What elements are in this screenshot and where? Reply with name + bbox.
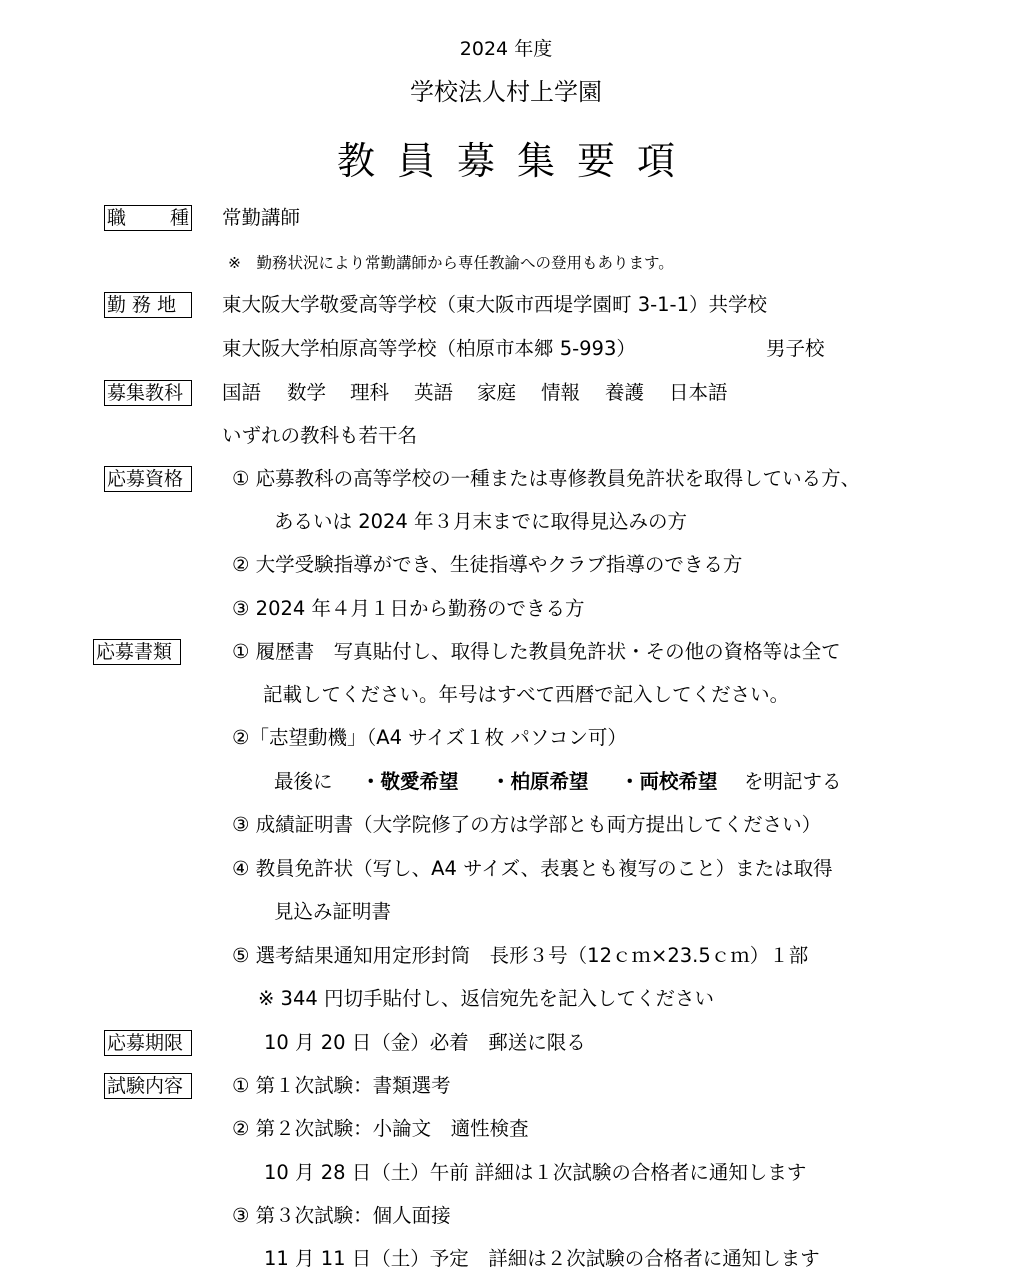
exam-stage-3-detail: 11 月 11 日（土）予定 詳細は２次試験の合格者に通知します — [264, 1247, 820, 1270]
workplace-school-1: 東大阪大学敬愛高等学校（東大阪市西堤学園町 3-1-1）共学校 — [222, 293, 767, 316]
exam-stage-2-detail: 10 月 28 日（土）午前 詳細は１次試験の合格者に通知します — [264, 1161, 807, 1184]
document-5-note: ※ 344 円切手貼付し、返信宛先を記入してください — [258, 987, 714, 1010]
subject-item: 数学 — [287, 381, 327, 404]
document-5: ⑤ 選考結果通知用定形封筒 長形３号（12ｃｍ×23.5ｃｍ）１部 — [232, 944, 809, 967]
subjects-note: いずれの教科も若干名 — [222, 424, 418, 447]
qualification-3: ③ 2024 年４月１日から勤務のできる方 — [232, 597, 585, 620]
label-qualifications: 応募資格 — [104, 466, 192, 492]
document-4-cont: 見込み証明書 — [274, 900, 392, 923]
exam-stage-3: ③ 第３次試験：個人面接 — [232, 1204, 451, 1227]
job-type-note: ※ 勤務状況により常勤講師から専任教諭への登用もあります。 — [228, 254, 674, 272]
label-deadline: 応募期限 — [104, 1030, 192, 1056]
document-1: ① 履歴書 写真貼付し、取得した教員免許状・その他の資格等は全て — [232, 640, 841, 663]
exam-stage-2: ② 第２次試験：小論文 適性検査 — [232, 1117, 529, 1140]
subject-item: 日本語 — [669, 381, 728, 404]
qualification-1: ① 応募教科の高等学校の一種または専修教員免許状を取得している方、 — [232, 467, 861, 490]
document-2-prefix: 最後に — [274, 770, 333, 793]
workplace-school-2-type: 男子校 — [766, 337, 825, 360]
label-job-type-right: 種 — [169, 207, 189, 229]
subject-item: 国語 — [222, 381, 262, 404]
document-2-suffix: を明記する — [744, 770, 842, 793]
label-subjects: 募集教科 — [104, 380, 192, 406]
subject-item: 理科 — [350, 381, 390, 404]
document-3: ③ 成績証明書（大学院修了の方は学部とも両方提出してください） — [232, 813, 822, 836]
document-2-option-keiai: ・敬愛希望 — [361, 770, 459, 793]
job-type-value: 常勤講師 — [222, 206, 301, 229]
document-1-cont: 記載してください。年号はすべて西暦で記入してください。 — [263, 683, 790, 706]
label-documents: 応募書類 — [93, 639, 181, 665]
label-job-type — [104, 205, 192, 231]
workplace-school-2: 東大阪大学柏原高等学校（柏原市本郷 5-993） — [222, 337, 636, 360]
document-4: ④ 教員免許状（写し、A4 サイズ、表裏とも複写のこと）または取得 — [232, 857, 833, 880]
fiscal-year: 2024 年度 — [459, 38, 553, 60]
label-exam: 試験内容 — [104, 1073, 192, 1099]
organization-name: 学校法人村上学園 — [410, 78, 602, 106]
deadline-value: 10 月 20 日（金）必着 郵送に限る — [264, 1031, 586, 1054]
qualification-2: ② 大学受験指導ができ、生徒指導やクラブ指導のできる方 — [232, 553, 743, 576]
subject-item: 養護 — [605, 381, 645, 404]
label-job-type-left: 職 — [107, 207, 127, 229]
subject-item: 情報 — [541, 381, 581, 404]
qualification-1-cont: あるいは 2024 年３月末までに取得見込みの方 — [274, 510, 688, 533]
document-2-option-kashiwara: ・柏原希望 — [491, 770, 589, 793]
document-2: ②「志望動機」（A4 サイズ１枚 パソコン可） — [232, 726, 627, 749]
page-title: 教員募集要項 — [336, 139, 697, 183]
document-2-option-both: ・両校希望 — [620, 770, 718, 793]
exam-stage-1: ① 第１次試験：書類選考 — [232, 1074, 451, 1097]
subject-item: 家庭 — [477, 381, 517, 404]
label-workplace: 勤 務 地 — [104, 292, 192, 318]
subject-item: 英語 — [414, 381, 454, 404]
